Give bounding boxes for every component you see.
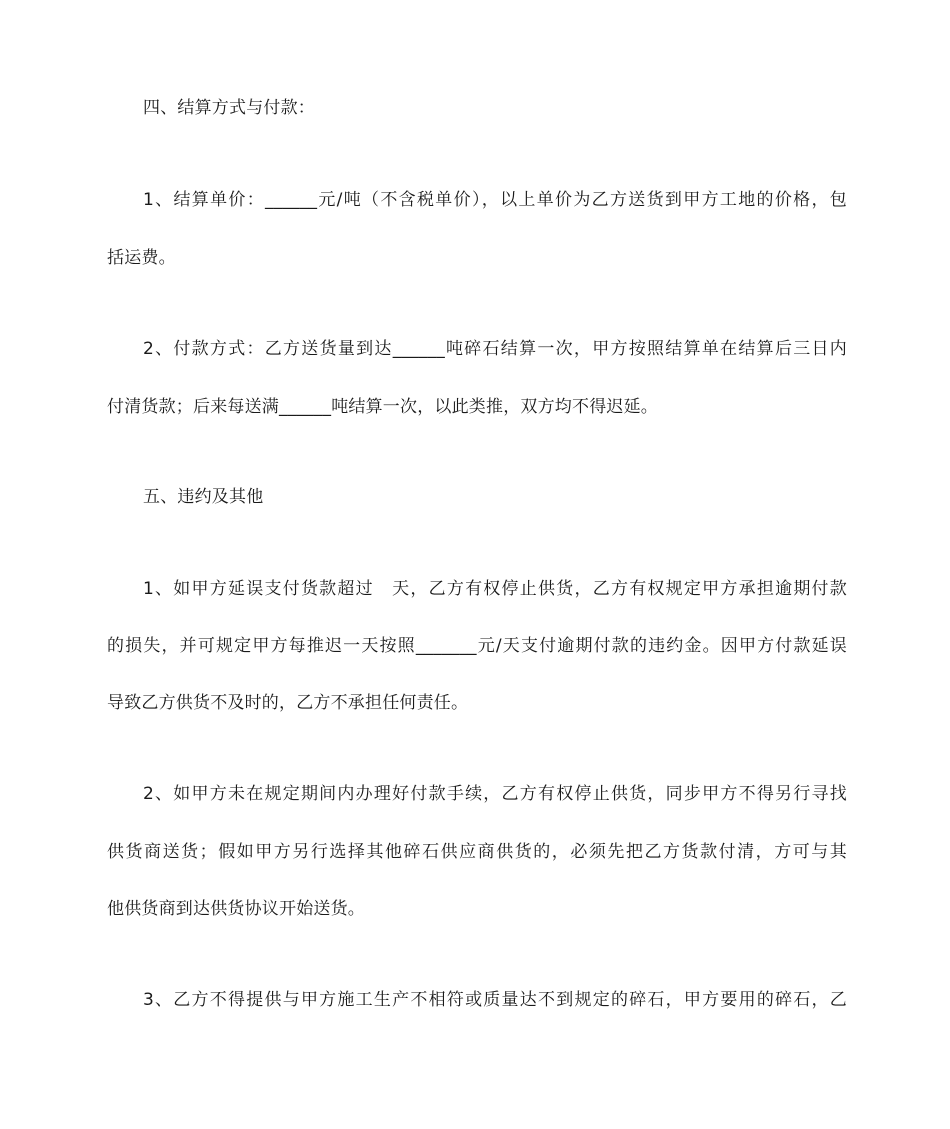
paragraph-line: 括运费。 (107, 248, 176, 268)
paragraph-line: 的损失，并可规定甲方每推迟一天按照_______元/天支付逾期付款的违约金。因甲方付款延误 (107, 636, 847, 656)
paragraph-line: 导致乙方供货不及时的，乙方不承担任何责任。 (107, 693, 469, 713)
paragraph-line: 付清货款；后来每送满______吨结算一次，以此类推，双方均不得迟延。 (107, 397, 658, 417)
paragraph-line: 1、如甲方延误支付货款超过 天，乙方有权停止供货，乙方有权规定甲方承担逾期付款 (143, 579, 847, 599)
paragraph-line: 3、乙方不得提供与甲方施工生产不相符或质量达不到规定的碎石，甲方要用的碎石，乙 (143, 990, 847, 1010)
section-heading-settlement: 四、结算方式与付款： (143, 98, 315, 118)
paragraph-line: 供货商送货；假如甲方另行选择其他碎石供应商供货的，必须先把乙方货款付清，方可与其 (107, 842, 847, 862)
section-heading-breach: 五、违约及其他 (143, 487, 264, 507)
paragraph-line: 2、付款方式：乙方送货量到达______吨碎石结算一次，甲方按照结算单在结算后三日内 (143, 339, 847, 359)
paragraph-line: 2、如甲方未在规定期间内办理好付款手续，乙方有权停止供货，同步甲方不得另行寻找 (143, 784, 847, 804)
paragraph-line: 1、结算单价：______元/吨（不含税单价），以上单价为乙方送货到甲方工地的价格，包 (143, 190, 847, 210)
paragraph-line: 他供货商到达供货协议开始送货。 (107, 899, 365, 919)
